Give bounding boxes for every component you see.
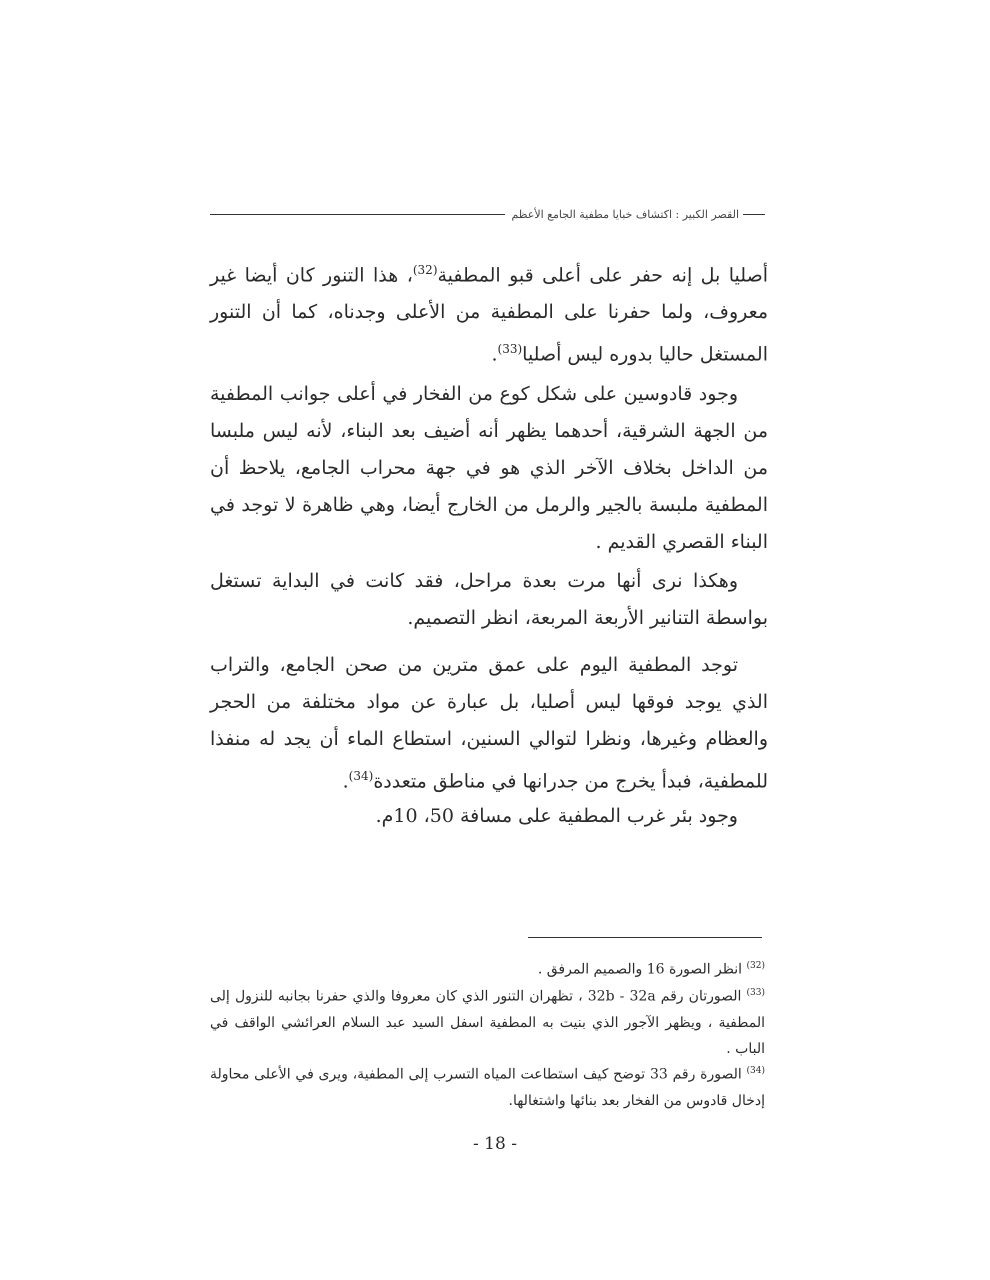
page-number: - 18 - xyxy=(473,1134,517,1154)
footnote-ref: (33) xyxy=(497,342,523,357)
running-header xyxy=(210,208,765,221)
footnote-rule xyxy=(528,937,762,938)
footnote-ref: (32) xyxy=(412,263,438,277)
paragraph-3: وهكذا نرى أنها مرت بعدة مراحل، فقد كانت في البداية تستغل بواسطة التنانير الأربعة المربعة، انظر التصميم. xyxy=(210,570,768,629)
header-rule xyxy=(210,214,505,215)
footnote-32: $^{(32)}$ انظر الصورة 16 والصميم المرفق . xyxy=(537,961,765,978)
header-title: القصر الكبير : اكتشاف خبايا مطفية الجامع الأعظم xyxy=(511,208,739,221)
footnote-ref: (34) xyxy=(348,769,374,783)
paragraph-5: وجود بئر غرب المطفية على مسافة 50، 10م. xyxy=(375,805,738,827)
paragraph-1: أصليا بل إنه حفر على أعلى قبو المطفية$^{(32)}$، هذا التنور كان أيضا غير معروف، ولما حفرنا على المطفية من الأعلى وجدناه، كما أن التنور المستغل حاليا بدوره ليس أصليا$^{(33)}$. xyxy=(210,263,768,366)
paragraph-2: وجود قادوسين على شكل كوع من الفخار في أعلى جوانب المطفية من الجهة الشرقية، أحدهما يظهر أنه أضيف بعد البناء، لأنه ليس ملبسا من الداخل بخلاف الآخر الذي هو في جهة محراب الجامع، يلاحظ أن المطفية ملبسة بالجير والرمل من الخارج أيضا، وهي ظاهرة لا توجد في البناء القصري القديم . xyxy=(210,383,768,553)
footnote-34: $^{(34)}$ الصورة رقم 33 توضح كيف استطاعت المياه التسرب إلى المطفية، ويرى في الأعلى محاولة إدخال قادوس من الفخار بعد بنائها واشتغالها. xyxy=(210,1066,766,1109)
header-lead-rule xyxy=(743,214,765,215)
footnote-33: $^{(33)}$ الصورتان رقم 32b - 32a ، تظهران التنور الذي كان معروفا والذي حفرنا بجانبه للنزول إلى المطفية ، ويظهر الآجور الذي بنيت به المطفية اسفل السيد عبد السلام العرائشي الواقف في الباب . xyxy=(210,988,766,1057)
paragraph-4: توجد المطفية اليوم على عمق مترين من صحن الجامع، والتراب الذي يوجد فوقها ليس أصليا، بل عبارة عن مواد مختلفة من الحجر والعظام وغيرها، ونظرا لتوالي السنين، استطاع الماء أن يجد له منفذا للمطفية، فبدأ يخرج من جدرانها في مناطق متعددة$^{(34)}$. xyxy=(210,654,768,793)
